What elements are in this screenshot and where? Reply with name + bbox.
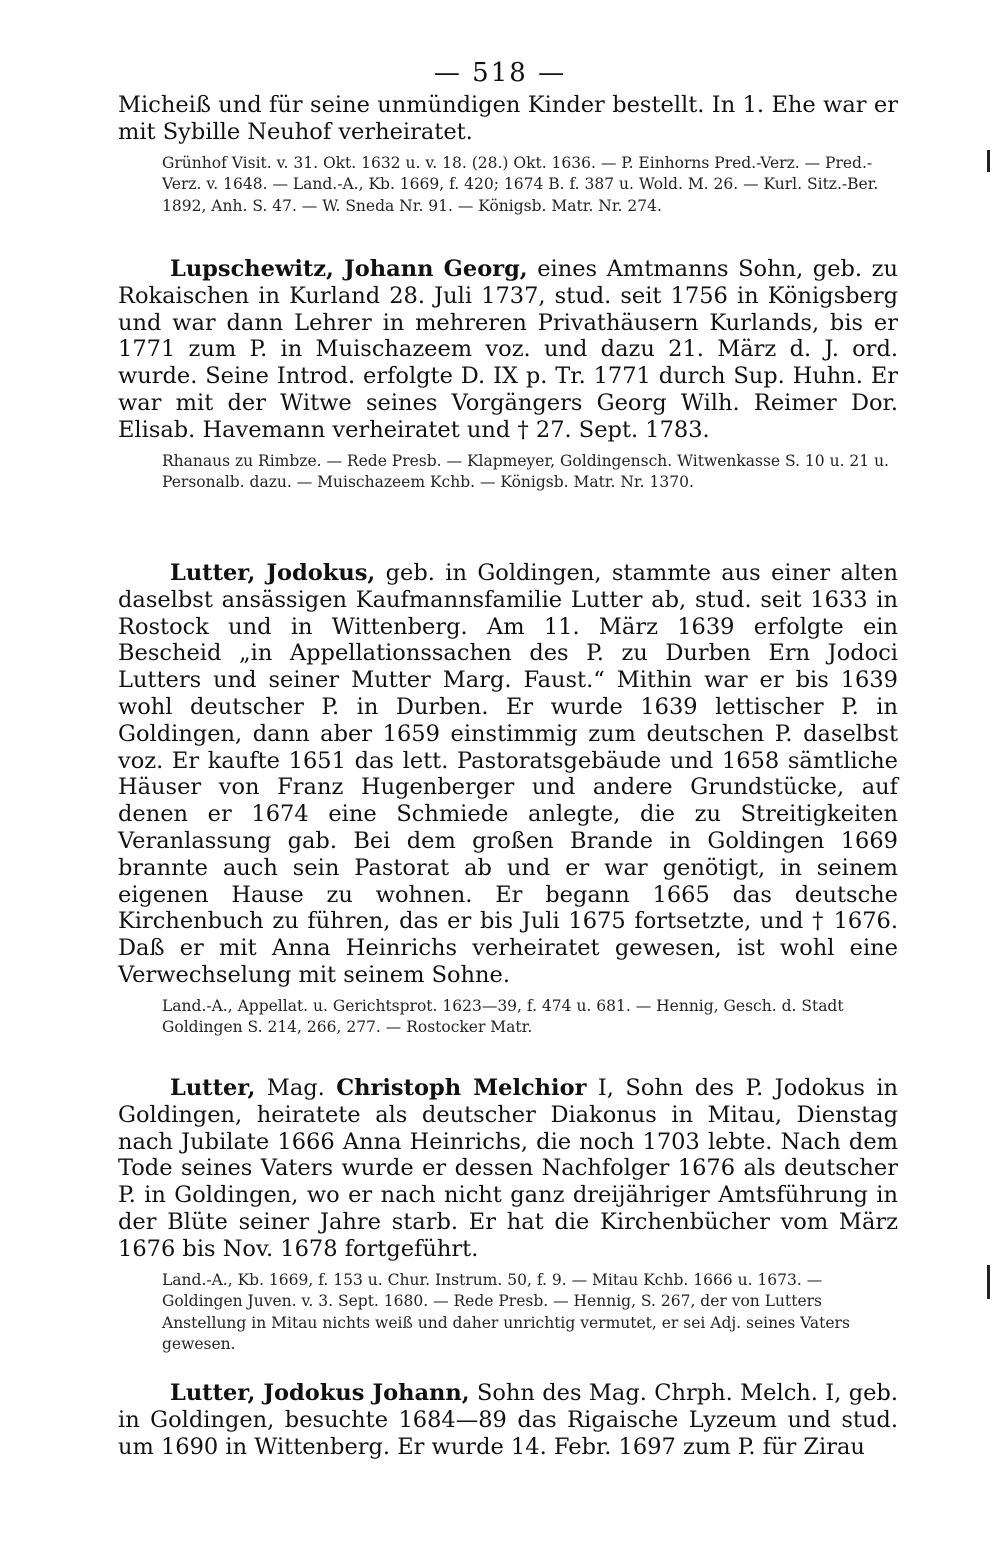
entry-body: eines Amtmanns Sohn, geb. zu Rokaischen in Kurland 28. Juli 1737, stud. seit 1756 in Königsberg und war dann Lehrer in mehreren Privathäusern Kurlands, bis er 1771 zum P. in Muischazeem voz. und dazu 21. März d. J. ord. wurde. Seine Introd. erfolgte D. IX p. Tr. 1771 durch Sup. Huhn. Er war mit der Witwe seines Vorgängers Georg Wilh. Reimer Dor. Elisab. Havemann verheiratet und † 27. Sept. 1783.	[118, 256, 899, 443]
entry-name: Lupschewitz, Johann Georg,	[170, 256, 528, 282]
entry-name: Lutter, Jodokus Johann,	[170, 1380, 470, 1406]
entry-text	[118, 560, 898, 989]
entry-body: Micheiß und für seine unmündigen Kinder bestellt. In 1. Ehe war er mit Sybille Neuhof verheiratet.	[118, 92, 898, 145]
entry-body: Sohn des Mag. Chrph. Melch. I, geb. in Goldingen, besuchte 1684—89 das Rigaische Lyzeum und stud. um 1690 in Wittenberg. Er wurde 14. Febr. 1697 zum P. für Zirau	[118, 1380, 898, 1460]
entry-text	[118, 1075, 898, 1263]
entry-title: Mag.	[266, 1075, 325, 1101]
entry-text	[118, 1380, 898, 1460]
entry-continuation	[118, 92, 898, 217]
margin-mark	[987, 150, 990, 172]
entry-sources: Land.-A., Appellat. u. Gerichtsprot. 1623—39, f. 474 u. 681. — Hennig, Gesch. d. Stadt Goldingen S. 214, 266, 277. — Rostocker Matr.	[162, 996, 844, 1037]
entry-sources: Land.-A., Kb. 1669, f. 153 u. Chur. Instrum. 50, f. 9. — Mitau Kchb. 1666 u. 1673. — Goldingen Juven. v. 3. Sept. 1680. — Rede Presb. — Hennig, S. 267, der von Lutters Anstellung in Mitau nichts weiß und daher unrichtig vermutet, er sei Adj. seines Vaters gewesen.	[162, 1270, 850, 1354]
entry-sources: Rhanaus zu Rimbze. — Rede Presb. — Klapmeyer, Goldingensch. Witwenkasse S. 10 u. 21 u. Personalb. dazu. — Muischazeem Kchb. — Königsb. Matr. Nr. 1370.	[162, 451, 889, 492]
page-number: — 518 —	[433, 58, 567, 88]
entry-name: Lutter, Jodokus,	[170, 560, 376, 586]
entry-lupschewitz	[118, 256, 898, 494]
entry-body: I, Sohn des P. Jodokus in Goldingen, heiratete als deutscher Diakonus in Mitau, Dienstag nach Jubilate 1666 Anna Heinrichs, die noch 1703 lebte. Nach dem Tode seines Vaters wurde er dessen Nachfolger 1676 als deutscher P. in Goldingen, wo er nach nicht ganz dreijähriger Amtsführung in der Blüte seiner Jahre starb. Er hat die Kirchenbücher vom März 1676 bis Nov. 1678 fortgeführt.	[118, 1075, 899, 1262]
entry-text	[118, 256, 898, 444]
entry-name-given: Christoph Melchior	[336, 1075, 587, 1101]
entry-sources: Grünhof Visit. v. 31. Okt. 1632 u. v. 18. (28.) Okt. 1636. — P. Einhorns Pred.-Verz. — Pred.-Verz. v. 1648. — Land.-A., Kb. 1669, f. 420; 1674 B. f. 387 u. Wold. M. 26. — Kurl. Sitz.-Ber. 1892, Anh. S. 47. — W. Sneda Nr. 91. — Königsb. Matr. Nr. 274.	[162, 153, 879, 215]
entry-name: Lutter,	[170, 1075, 256, 1101]
entry-lutter-jodokus	[118, 560, 898, 1039]
margin-mark	[987, 1265, 990, 1299]
entry-lutter-christoph-melchior	[118, 1075, 898, 1356]
entry-body: geb. in Goldingen, stammte aus einer alten daselbst ansässigen Kaufmannsfamilie Lutter ab, stud. seit 1633 in Rostock und in Wittenberg. Am 11. März 1639 erfolgte ein Bescheid „in Appellationssachen des P. zu Durben Ern Jodoci Lutters und seiner Mutter Marg. Faust.“ Mithin war er bis 1639 wohl deutscher P. in Durben. Er wurde 1639 lettischer P. in Goldingen, dann aber 1659 einstimmig zum deutschen P. daselbst voz. Er kaufte 1651 das lett. Pastoratsgebäude und 1658 sämtliche Häuser von Franz Hugenberger und andere Grundstücke, auf denen er 1674 eine Schmiede anlegte, die zu Streitigkeiten Veranlassung gab. Bei dem großen Brande in Goldingen 1669 brannte auch sein Pastorat ab und er war genötigt, in seinem eigenen Hause zu wohnen. Er begann 1665 das deutsche Kirchenbuch zu führen, das er bis Juli 1675 fortsetzte, und † 1676. Daß er mit Anna Heinrichs verheiratet gewesen, ist wohl eine Verwechselung mit seinem Sohne.	[118, 560, 898, 988]
entry-lutter-jodokus-johann	[118, 1380, 898, 1460]
